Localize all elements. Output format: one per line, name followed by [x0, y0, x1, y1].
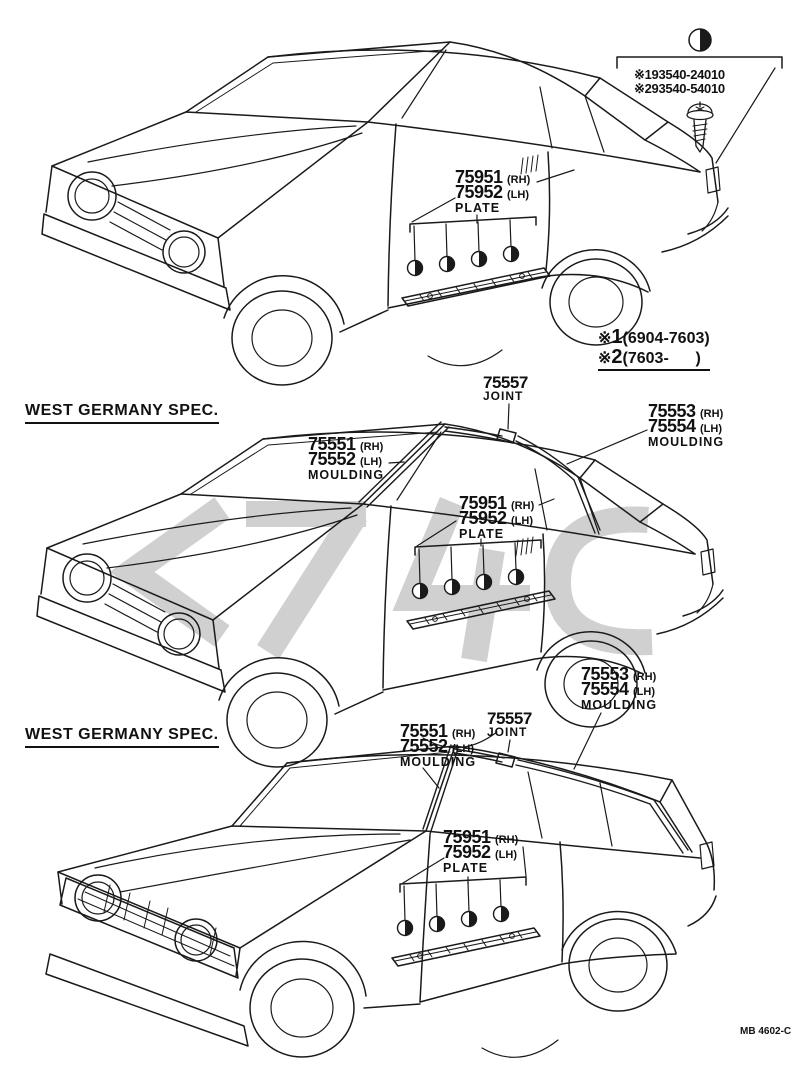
section-heading-bottom: WEST GERMANY SPEC.: [25, 726, 219, 748]
side-lh: (LH): [507, 189, 530, 201]
diagram-code: MB 4602-C: [740, 1026, 792, 1037]
side-lh: (LH): [452, 743, 475, 755]
part-number: 75952: [459, 508, 507, 528]
label-joint-middle: [483, 375, 528, 402]
part-number: 75952: [455, 182, 503, 202]
label-moulding-front-bottom: [400, 721, 477, 770]
part-number: 75951: [443, 827, 491, 847]
part-name: MOULDING: [400, 755, 477, 769]
range-note: [598, 328, 710, 371]
side-rh: (RH): [511, 500, 535, 512]
wagon-drawing: [46, 709, 716, 1057]
part-name: JOINT: [483, 389, 524, 403]
label-plate-bottom: [443, 827, 519, 876]
half-filled-circle-icon: [689, 29, 711, 51]
fastener-note: [634, 68, 725, 96]
side-lh: (LH): [700, 423, 723, 435]
section-heading-middle: WEST GERMANY SPEC.: [25, 402, 219, 424]
part-number: 75552: [308, 449, 356, 469]
part-name: JOINT: [487, 725, 528, 739]
part-number: 75554: [648, 416, 696, 436]
side-rh: (RH): [700, 408, 724, 420]
range-line-1: ※1(6904-7603): [598, 326, 710, 348]
label-moulding-front-middle: [308, 434, 385, 483]
part-name: PLATE: [459, 527, 505, 541]
part-number: 75552: [400, 736, 448, 756]
label-plate-top: [455, 167, 531, 216]
joint-clip: [496, 753, 515, 767]
part-number: 75951: [455, 167, 503, 187]
part-name: PLATE: [443, 861, 489, 875]
side-rh: (RH): [495, 834, 519, 846]
part-number: 75557: [483, 373, 528, 392]
part-number: 75553: [581, 664, 629, 684]
label-moulding-rear-bottom: [581, 664, 658, 713]
side-lh: (LH): [511, 515, 534, 527]
side-lh: (LH): [495, 849, 518, 861]
side-rh: (RH): [507, 174, 531, 186]
part-number: 75554: [581, 679, 629, 699]
range-line-2: ※2(7603- ): [598, 348, 710, 371]
watermark-logo: [132, 502, 652, 660]
side-rh: (RH): [633, 671, 657, 683]
part-name: MOULDING: [648, 435, 725, 449]
fastener-part-number-1: ※193540-24010: [634, 67, 725, 82]
part-name: MOULDING: [308, 468, 385, 482]
side-rh: (RH): [452, 728, 476, 740]
side-lh: (LH): [633, 686, 656, 698]
side-lh: (LH): [360, 456, 383, 468]
label-plate-middle: [459, 493, 535, 542]
part-name: PLATE: [455, 201, 501, 215]
fastener-note-graphic: [617, 29, 782, 163]
part-number: 75551: [308, 434, 356, 454]
part-number: 75557: [487, 709, 532, 728]
part-number: 75553: [648, 401, 696, 421]
label-moulding-rear-middle: [648, 401, 725, 450]
fastener-part-number-2: ※293540-54010: [634, 81, 725, 96]
part-number: 75551: [400, 721, 448, 741]
part-number: 75951: [459, 493, 507, 513]
side-rh: (RH): [360, 441, 384, 453]
label-joint-bottom: [487, 711, 532, 738]
part-number: 75952: [443, 842, 491, 862]
part-name: MOULDING: [581, 698, 658, 712]
